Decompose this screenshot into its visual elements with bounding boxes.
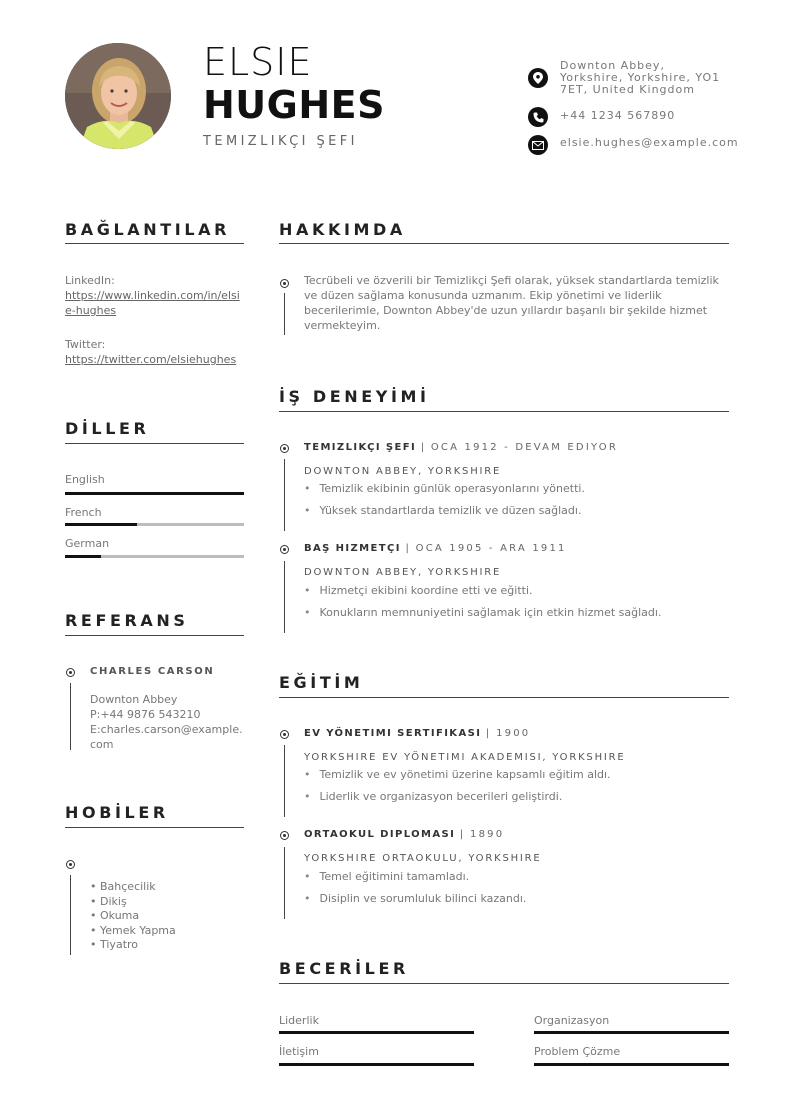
timeline-line [284,459,285,531]
experience-section-title: İŞ DENEYİMİ [279,387,430,406]
education-header [304,728,530,739]
reference-section-title: REFERANS [65,611,189,630]
skills-divider [279,983,729,984]
linkedin-link[interactable]: https://www.linkedin.com/in/elsie-hughes [65,289,240,317]
language-bar-fill [65,555,101,558]
skill-bar-fill [279,1031,474,1034]
skill-name: Problem Çözme [534,1045,621,1058]
skill-bar-track [534,1063,729,1066]
education-degree: ORTAOKUL DIPLOMASI [304,829,456,840]
hobby-item: • Okuma [90,909,140,923]
timeline-line [284,847,285,919]
languages-section-title: DİLLER [65,419,150,438]
language-name: German [65,537,110,550]
location-pin-icon [528,68,548,88]
job-item: • Hizmetçi ekibini koordine etti ve eğitti. [304,584,533,597]
education-year: 1890 [470,829,505,840]
job-company: DOWNTON ABBEY, YORKSHIRE [304,567,502,578]
education-school: YORKSHIRE ORTAOKULU, YORKSHIRE [304,853,542,864]
twitter-link[interactable]: https://twitter.com/elsiehughes [65,353,237,366]
skill-name: Organizasyon [534,1014,610,1027]
links-section-title: BAĞLANTILAR [65,220,231,239]
hobbies-section-title: HOBİLER [65,803,169,822]
contact-email[interactable]: elsie.hughes@example.com [560,136,739,149]
skill-bar-fill [279,1063,474,1066]
timeline-line [284,293,285,335]
envelope-icon [528,135,548,155]
reference-name: CHARLES CARSON [90,666,215,677]
timeline-dot-icon [280,545,289,554]
contact-address: Downton Abbey, Yorkshire, Yorkshire, YO1 7ET, United Kingdom [560,59,721,96]
reference-divider [65,635,244,636]
timeline-dot-icon [280,279,289,288]
timeline-dot-icon [66,860,75,869]
language-bar-track [65,555,244,558]
skill-name: Liderlik [279,1014,319,1027]
skill-bar-track [279,1031,474,1034]
job-separator: | [420,442,427,453]
contact-phone[interactable]: +44 1234 567890 [560,109,676,122]
education-section-title: EĞİTİM [279,673,364,692]
education-year: 1900 [496,728,531,739]
languages-divider [65,443,244,444]
hobbies-list [90,880,176,953]
job-title: TEMIZLIKÇI ŞEFI [203,134,358,149]
profile-photo [65,43,171,149]
job-date: OCA 1905 - ARA 1911 [415,543,567,554]
phone-icon [528,107,548,127]
education-item: • Disiplin ve sorumluluk bilinci kazandı. [304,892,526,905]
timeline-dot-icon [280,444,289,453]
links-divider [65,243,244,244]
skills-section-title: BECERİLER [279,959,409,978]
job-item: • Temizlik ekibinin günlük operasyonlarını yönetti. [304,482,585,495]
job-separator: | [405,543,412,554]
job-role: BAŞ HIZMETÇI [304,543,401,554]
timeline-dot-icon [280,730,289,739]
hobby-item: • Yemek Yapma [90,923,176,937]
education-school: YORKSHIRE EV YÖNETIMI AKADEMISI, YORKSHIRE [304,752,626,763]
job-role: TEMIZLIKÇI ŞEFI [304,442,417,453]
language-bar-track [65,492,244,495]
skill-bar-fill [534,1063,729,1066]
education-degree: EV YÖNETIMI SERTIFIKASI [304,728,482,739]
reference-phone: P:+44 9876 543210 [90,708,201,721]
timeline-line [70,875,71,955]
about-text: Tecrübeli ve özverili bir Temizlikçi Şefi olarak, yüksek standartlarda temizlik ve düzen sağlama konusunda uzmanım. Ekip yönetimi ve liderlik becerilerimle, Downton Abbey'de uzun yıllardır başarılı bir şekilde hizmet vermekteyim. [304,274,719,332]
skill-name: İletişim [279,1045,319,1058]
timeline-line [284,745,285,817]
portrait-image [65,43,171,149]
experience-divider [279,411,729,412]
linkedin-label: LinkedIn: [65,274,115,287]
timeline-dot-icon [280,831,289,840]
skill-bar-track [534,1031,729,1034]
language-bar-fill [65,523,137,526]
timeline-line [70,683,71,750]
hobby-item: • Dikiş [90,894,127,908]
education-header [304,829,504,840]
hobbies-divider [65,827,244,828]
timeline-dot-icon [66,668,75,677]
job-header [304,543,567,554]
education-separator: | [485,728,492,739]
job-date: OCA 1912 - DEVAM EDIYOR [430,442,618,453]
language-bar-fill [65,492,244,495]
twitter-label: Twitter: [65,338,106,351]
skill-bar-track [279,1063,474,1066]
education-divider [279,697,729,698]
about-section-title: HAKKIMDA [279,220,406,239]
education-item: • Temel eğitimini tamamladı. [304,870,469,883]
language-name: French [65,506,102,519]
job-header [304,442,618,453]
education-separator: | [459,829,466,840]
job-company: DOWNTON ABBEY, YORKSHIRE [304,466,502,477]
education-item: • Temizlik ve ev yönetimi üzerine kapsamlı eğitim aldı. [304,768,611,781]
job-item: • Yüksek standartlarda temizlik ve düzen sağladı. [304,504,581,517]
hobby-item: • Bahçecilik [90,880,156,893]
reference-company: Downton Abbey [90,693,178,706]
job-item: • Konukların memnuniyetini sağlamak için etkin hizmet sağladı. [304,606,661,619]
reference-email[interactable]: E:charles.carson@example.com [90,723,243,751]
skill-bar-fill [534,1031,729,1034]
last-name: HUGHES [203,83,385,127]
about-divider [279,243,729,244]
education-item: • Liderlik ve organizasyon becerileri geliştirdi. [304,790,562,803]
first-name: ELSIE [203,40,313,84]
hobby-item: • Tiyatro [90,938,139,952]
language-bar-track [65,523,244,526]
language-name: English [65,473,105,486]
timeline-line [284,561,285,633]
